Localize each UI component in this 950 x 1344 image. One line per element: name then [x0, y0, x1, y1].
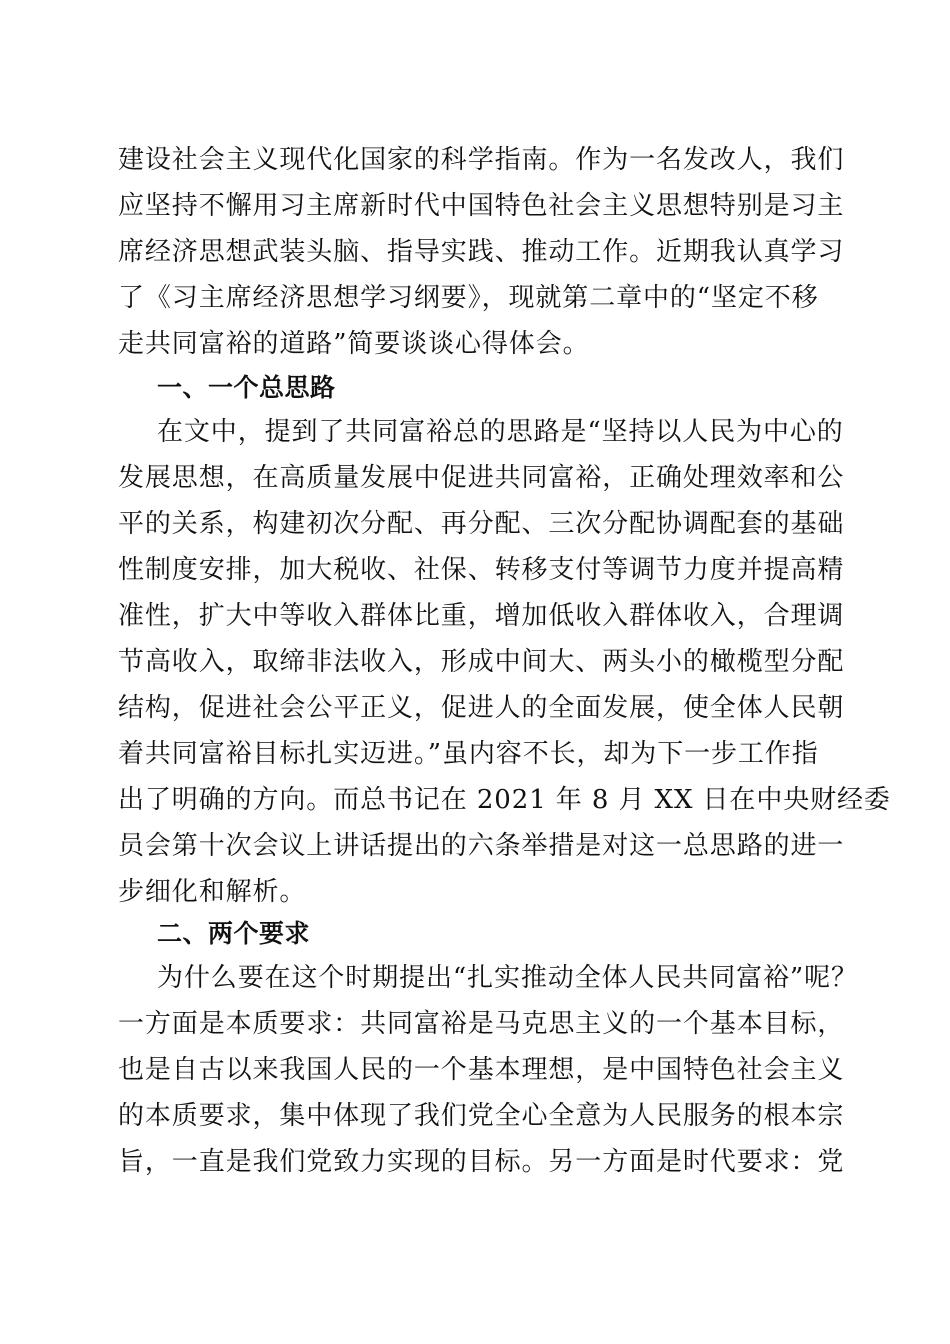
paragraph-line: 的本质要求，集中体现了我们党全心全意为人民服务的根本宗	[118, 1101, 845, 1131]
paragraph-line: 平的关系，构建初次分配、再分配、三次分配协调配套的基础	[118, 509, 845, 539]
section-heading-2: 二、两个要求	[157, 919, 311, 948]
paragraph-line: 性制度安排，加大税收、社保、转移支付等调节力度并提高精	[118, 555, 845, 585]
paragraph-line: 出了明确的方向。而总书记在 2021 年 8 月 XX 日在中央财经委	[118, 785, 891, 815]
paragraph-line: 一方面是本质要求：共同富裕是马克思主义的一个基本目标，	[118, 1009, 845, 1039]
paragraph-line: 旨，一直是我们党致力实现的目标。另一方面是时代要求：党	[118, 1147, 845, 1177]
paragraph-line: 为什么要在这个时期提出“扎实推动全体人民共同富裕”呢？	[157, 963, 858, 993]
paragraph-line: 应坚持不懈用习主席新时代中国特色社会主义思想特别是习主	[118, 191, 845, 221]
paragraph-line: 建设社会主义现代化国家的科学指南。作为一名发改人，我们	[118, 145, 845, 175]
paragraph-line: 也是自古以来我国人民的一个基本理想，是中国特色社会主义	[118, 1055, 845, 1085]
section-heading-1: 一、一个总思路	[157, 373, 336, 402]
paragraph-line: 在文中，提到了共同富裕总的思路是“坚持以人民为中心的	[157, 417, 844, 447]
paragraph-line: 准性，扩大中等收入群体比重，增加低收入群体收入，合理调	[118, 601, 845, 631]
paragraph-line: 发展思想，在高质量发展中促进共同富裕，正确处理效率和公	[118, 463, 845, 493]
paragraph-line: 员会第十次会议上讲话提出的六条举措是对这一总思路的进一	[118, 831, 845, 861]
paragraph-line: 节高收入，取缔非法收入，形成中间大、两头小的橄榄型分配	[118, 647, 845, 677]
paragraph-line: 着共同富裕目标扎实迈进。”虽内容不长，却为下一步工作指	[118, 739, 819, 769]
paragraph-line: 步细化和解析。	[118, 877, 307, 907]
paragraph-line: 了《习主席经济思想学习纲要》，现就第二章中的“坚定不移	[118, 283, 819, 313]
paragraph-line: 走共同富裕的道路”简要谈谈心得体会。	[118, 329, 590, 359]
paragraph-line: 结构，促进社会公平正义，促进人的全面发展，使全体人民朝	[118, 693, 845, 723]
paragraph-line: 席经济思想武装头脑、指导实践、推动工作。近期我认真学习	[118, 237, 845, 267]
